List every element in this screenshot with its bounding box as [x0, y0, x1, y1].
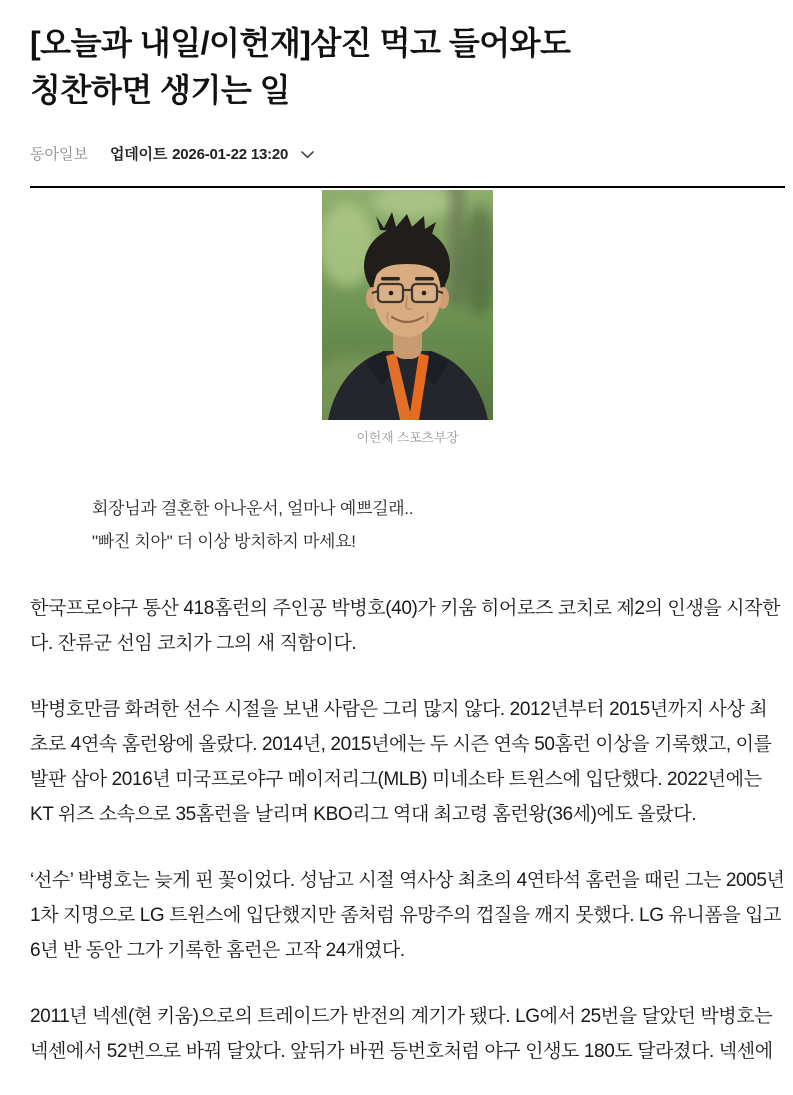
- article-body: [30, 591, 785, 1069]
- updated-toggle[interactable]: [110, 145, 314, 165]
- article-meta: [30, 145, 785, 165]
- portrait-illustration: [322, 190, 493, 420]
- article-title: [오늘과 내일/이헌재]삼진 먹고 들어와도 칭찬하면 생기는 일: [30, 25, 571, 108]
- teaser-block: [30, 492, 785, 558]
- teaser-link[interactable]: "빠진 치아" 더 이상 방치하지 마세요!: [92, 532, 356, 551]
- updated-label: 업데이트: [109, 146, 168, 163]
- article-paragraph: 한국프로야구 통산 418홈런의 주인공 박병호(40)가 키움 히어로즈 코치로 제2의 인생을 시작한다. 잔류군 선임 코치가 그의 새 직함이다.: [30, 598, 781, 654]
- source-label: 동아일보: [30, 146, 88, 163]
- chevron-down-icon: [301, 145, 314, 165]
- author-figure: [30, 190, 785, 447]
- author-photo: [322, 190, 493, 420]
- article-paragraph: ‘선수’ 박병호는 늦게 핀 꽃이었다. 성남고 시절 역사상 최초의 4연타석 홈런을 때린 그는 2005년 1차 지명으로 LG 트윈스에 입단했지만 좀처럼 유망주의 껍질을 깨지 못했다. LG 유니폼을 입고 6년 반 동안 그가 기록한 홈런은 고작 24개였다.: [30, 870, 785, 961]
- content-divider: [30, 186, 785, 188]
- teaser-link[interactable]: 회장님과 결혼한 아나운서, 얼마나 예쁘길래..: [92, 499, 414, 518]
- updated-time: 2026-01-22 13:20: [172, 146, 289, 163]
- photo-caption: 이헌재 스포츠부장: [356, 430, 459, 445]
- article-page: [0, 20, 793, 1069]
- article-paragraph: 2011년 넥센(현 키움)으로의 트레이드가 반전의 계기가 됐다. LG에서 25번을 달았던 박병호는 넥센에서 52번으로 바꿔 달았다. 앞뒤가 바뀐 등번호처럼 야구 인생도 180도 달라졌다. 넥센에: [30, 1006, 773, 1062]
- article-paragraph: 박병호만큼 화려한 선수 시절을 보낸 사람은 그리 많지 않다. 2012년부터 2015년까지 사상 최초로 4연속 홈런왕에 올랐다. 2014년, 2015년에는 두 시즌 연속 50홈런 이상을 기록했고, 이를 발판 삼아 2016년 미국프로야구 메이저리그(MLB) 미네소타 트윈스에 입단했다. 2022년에는 KT 위즈 소속으로 35홈런을 날리며 KBO리그 역대 최고령 홈런왕(36세)에도 올랐다.: [30, 699, 772, 825]
